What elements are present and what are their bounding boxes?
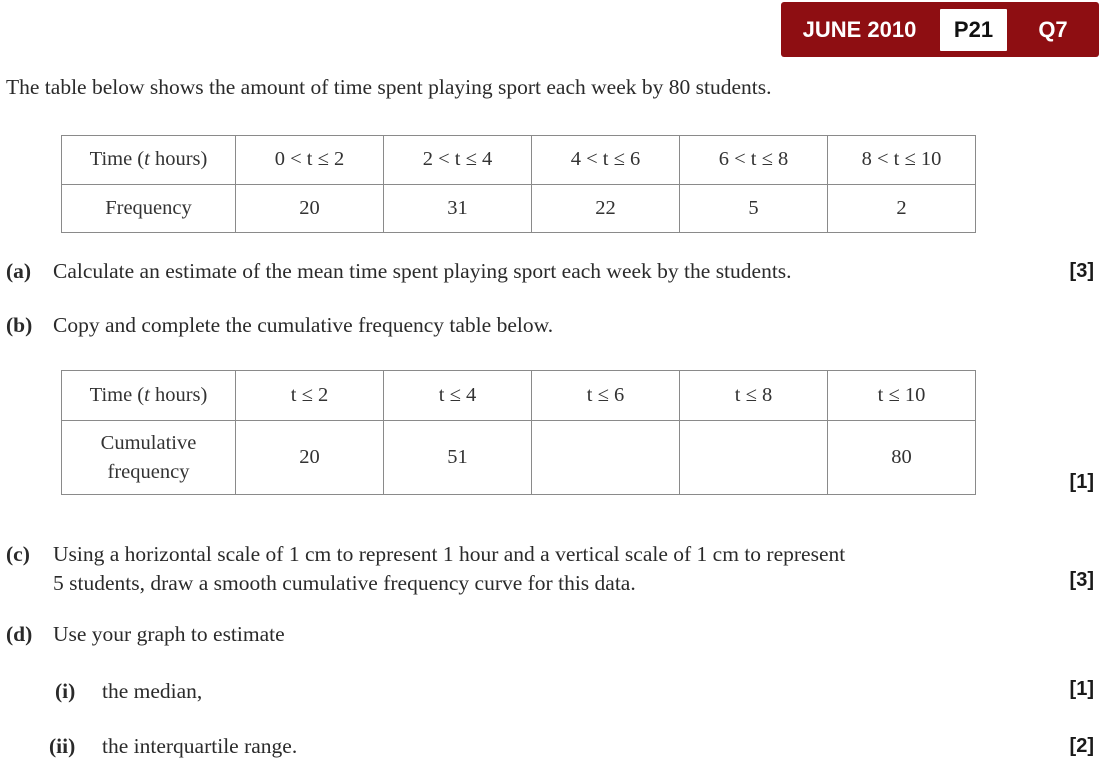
cumulative-cell-blank [532, 421, 680, 495]
interval-cell: 4 < t ≤ 6 [532, 136, 680, 185]
exam-reference-badge [781, 2, 1099, 57]
part-label: (b) [6, 313, 33, 337]
bound-cell: t ≤ 2 [236, 371, 384, 421]
interval-cell: 2 < t ≤ 4 [384, 136, 532, 185]
sub-part-label: (ii) [49, 734, 76, 758]
part-label: (c) [6, 542, 30, 566]
table-row [62, 371, 976, 421]
cumulative-frequency-table [61, 370, 976, 495]
marks-d-i: [1] [1069, 678, 1094, 700]
table-row [62, 136, 976, 185]
part-d [6, 622, 285, 647]
marks-a: [3] [1069, 260, 1094, 282]
table-header-cell: Time (t hours) [62, 136, 236, 185]
part-d-ii [49, 734, 298, 759]
part-b [6, 313, 554, 338]
part-label: (a) [6, 259, 32, 283]
cumulative-cell: 51 [384, 421, 532, 495]
frequency-cell: 31 [384, 184, 532, 233]
sub-part-label: (i) [55, 679, 76, 703]
cumulative-cell: 20 [236, 421, 384, 495]
paper-number: P21 [940, 9, 1007, 51]
table-row [62, 421, 976, 495]
marks-c: [3] [1069, 569, 1094, 591]
row-label: Cumulative frequency [62, 421, 236, 495]
cumulative-cell-blank [680, 421, 828, 495]
frequency-table [61, 135, 976, 233]
bound-cell: t ≤ 8 [680, 371, 828, 421]
sub-part-text: the interquartile range. [102, 734, 298, 758]
part-label: (d) [6, 622, 33, 646]
part-text: Calculate an estimate of the mean time spent playing sport each week by the students. [53, 259, 792, 283]
frequency-cell: 2 [828, 184, 976, 233]
part-d-i [55, 679, 203, 704]
frequency-cell: 20 [236, 184, 384, 233]
part-text: Use your graph to estimate [53, 622, 285, 646]
cumulative-cell: 80 [828, 421, 976, 495]
part-text-line2: 5 students, draw a smooth cumulative frequency curve for this data. [53, 571, 636, 595]
part-text-line1: Using a horizontal scale of 1 cm to represent 1 hour and a vertical scale of 1 cm to represent [53, 542, 846, 566]
row-label: Frequency [62, 184, 236, 233]
interval-cell: 8 < t ≤ 10 [828, 136, 976, 185]
question-intro: The table below shows the amount of time spent playing sport each week by 80 students. [6, 75, 772, 99]
question-number: Q7 [1038, 17, 1068, 42]
frequency-cell: 5 [680, 184, 828, 233]
part-text: Copy and complete the cumulative frequency table below. [53, 313, 554, 337]
exam-session: JUNE 2010 [802, 17, 917, 42]
marks-b: [1] [1069, 471, 1094, 493]
bound-cell: t ≤ 4 [384, 371, 532, 421]
marks-d-ii: [2] [1069, 735, 1094, 757]
table-header-cell: Time (t hours) [62, 371, 236, 421]
bound-cell: t ≤ 6 [532, 371, 680, 421]
table-row [62, 184, 976, 233]
frequency-cell: 22 [532, 184, 680, 233]
part-c [6, 542, 846, 602]
interval-cell: 0 < t ≤ 2 [236, 136, 384, 185]
part-a [6, 259, 792, 284]
sub-part-text: the median, [102, 679, 203, 703]
interval-cell: 6 < t ≤ 8 [680, 136, 828, 185]
bound-cell: t ≤ 10 [828, 371, 976, 421]
